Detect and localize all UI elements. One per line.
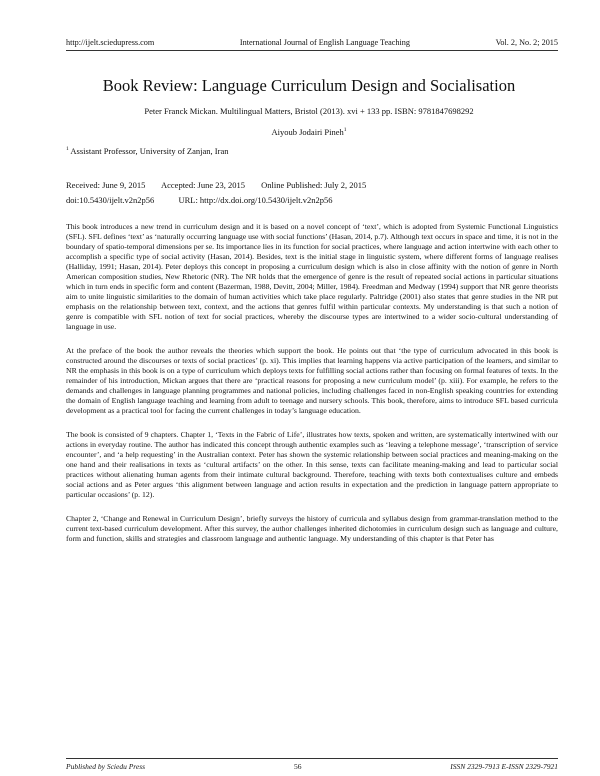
doi-url[interactable]: URL: http://dx.doi.org/10.5430/ijelt.v2n2p56 [178,195,333,205]
body-paragraph-1: This book introduces a new trend in curriculum design and it is based on a novel concept of ‘text’, which is adopted from Systemic Functional Linguistics (SFL). SFL defines ‘text’ as ‘naturally occurring language use with social functions’ (Hasan, 2014, p.7). Although text occurs in space and time, it is not in the boundary of spatio-temporal dimensions per se. Its importance lies in its function for social practices, where language and action intertwine with each other to accomplish a specific type of social activity (Hasan, 2014). Besides, text is the initial stage in linguistic system, where different forms of language realises (Halliday, 1991; Hasan, 2014). Peter deploys this concept in proposing a curriculum design which is also in close affinity with the notion of genre in North American composition studies, New Rhetoric (NR). The NR holds that the emergence of genre is the result of repeated social actions in particular situations which in turn ends in specific form and content (Bazerman, 1988, Devitt, 2004; Miller, 1984). Freedman and Medway (1994) support that NR genre theorists aim to unite linguistic similarities to the domain of human activities which take place regularly. Paltridge (2001) also states that genre studies in the NR put emphasis on the relationship between text, context, and the actions that genres fulfil within particular contexts. My understanding is that such a notion of genre is compatible with SFL notion of text for social practices, whereby the discourse types are intertwined to a wider socio-cultural understanding of language in use. [66,222,558,331]
affiliation [66,146,228,156]
page-number: 56 [293,762,302,771]
received-date: Received: June 9, 2015 [66,180,146,190]
book-info: Peter Franck Mickan. Multilingual Matters, Bristol (2013). xvi + 133 pp. ISBN: 9781847698292 [144,106,474,116]
doi-text: doi:10.5430/ijelt.v2n2p56 [66,195,155,205]
page-footer [66,758,558,771]
doi-line [66,195,354,205]
article-title: Book Review: Language Curriculum Design and Socialisation [102,76,516,95]
running-header [66,38,558,51]
issn: ISSN 2329-7913 E-ISSN 2329-7921 [450,762,558,771]
published-date: Online Published: July 2, 2015 [261,180,367,190]
affiliation-text: Assistant Professor, University of Zanjan, Iran [70,146,229,156]
author-name: Aiyoub Jodairi Pineh [271,127,344,137]
publication-dates [66,180,380,190]
author-line [60,127,558,137]
publisher: Published by Sciedu Press [66,762,146,771]
body-paragraph-3: The book is consisted of 9 chapters. Chapter 1, ‘Texts in the Fabric of Life’, illustrates how texts, spoken and written, are systematically intertwined with our actions in everyday routine. The author has indicated this concept through authentic examples such as ‘leaving a telephone message’, ‘transcription of service encounter’, and ‘a help requesting’ in the Australian context. Peter has shown the systemic relationship between social practices and meaning-making on the one hand and their realisations in texts as ‘cultural artifacts’ on the other. In this sense, texts can facilitate meaning-making and lead to particular social practices without alienating human agents from their intimate cultural background. Therefore, teaching with texts both contextualises culture and embeds social actions and as Peter argues ‘this alignment between language and action results in expectation and the prediction in language pattern appropriate to particular occasions’ (p. 12). [66,430,558,499]
body-paragraph-2: At the preface of the book the author reveals the theories which support the book. He points out that ‘the type of curriculum advocated in this book is constructed around the discourses or texts of social practices’ (p. xi). This implies that learning happens via active participation of the learners, and similar to NR the emphasis in this book is on a type of curriculum which deploys texts for fulfilling social actions rather than focusing on formal features of texts. In the remainder of his introduction, Mickan argues that there are ‘practical reasons for proposing a new curriculum model’ (p. xiii). For example, he refers to the demands and challenges in language planning programmes and national policies, including challenges faced in non-English speaking countries for extending the domain of English language teaching and learning from adult to teenage and nursery schools. This book, therefore, aims to introduce SFL based curricula development as a practical tool for facing the current challenges in today’s language education. [66,346,558,415]
body-paragraph-4: Chapter 2, ‘Change and Renewal in Curriculum Design’, briefly surveys the history of curricula and syllabus design from grammar-translation method to the current text-based curriculum development. After this survey, the author challenges inherited dichotomies in curriculum design such as language and culture, form and function, skills and strategies and classroom language and authentic language. My understanding of this chapter is that Peter has [66,514,558,543]
article-body [66,222,558,558]
volume-info: Vol. 2, No. 2; 2015 [495,38,558,47]
author-sup: 1 [343,127,347,134]
accepted-date: Accepted: June 23, 2015 [160,180,246,190]
journal-url[interactable]: http://ijelt.sciedupress.com [66,38,155,47]
journal-name: International Journal of English Language Teaching [239,38,410,47]
affiliation-sup: 1 [66,146,69,153]
